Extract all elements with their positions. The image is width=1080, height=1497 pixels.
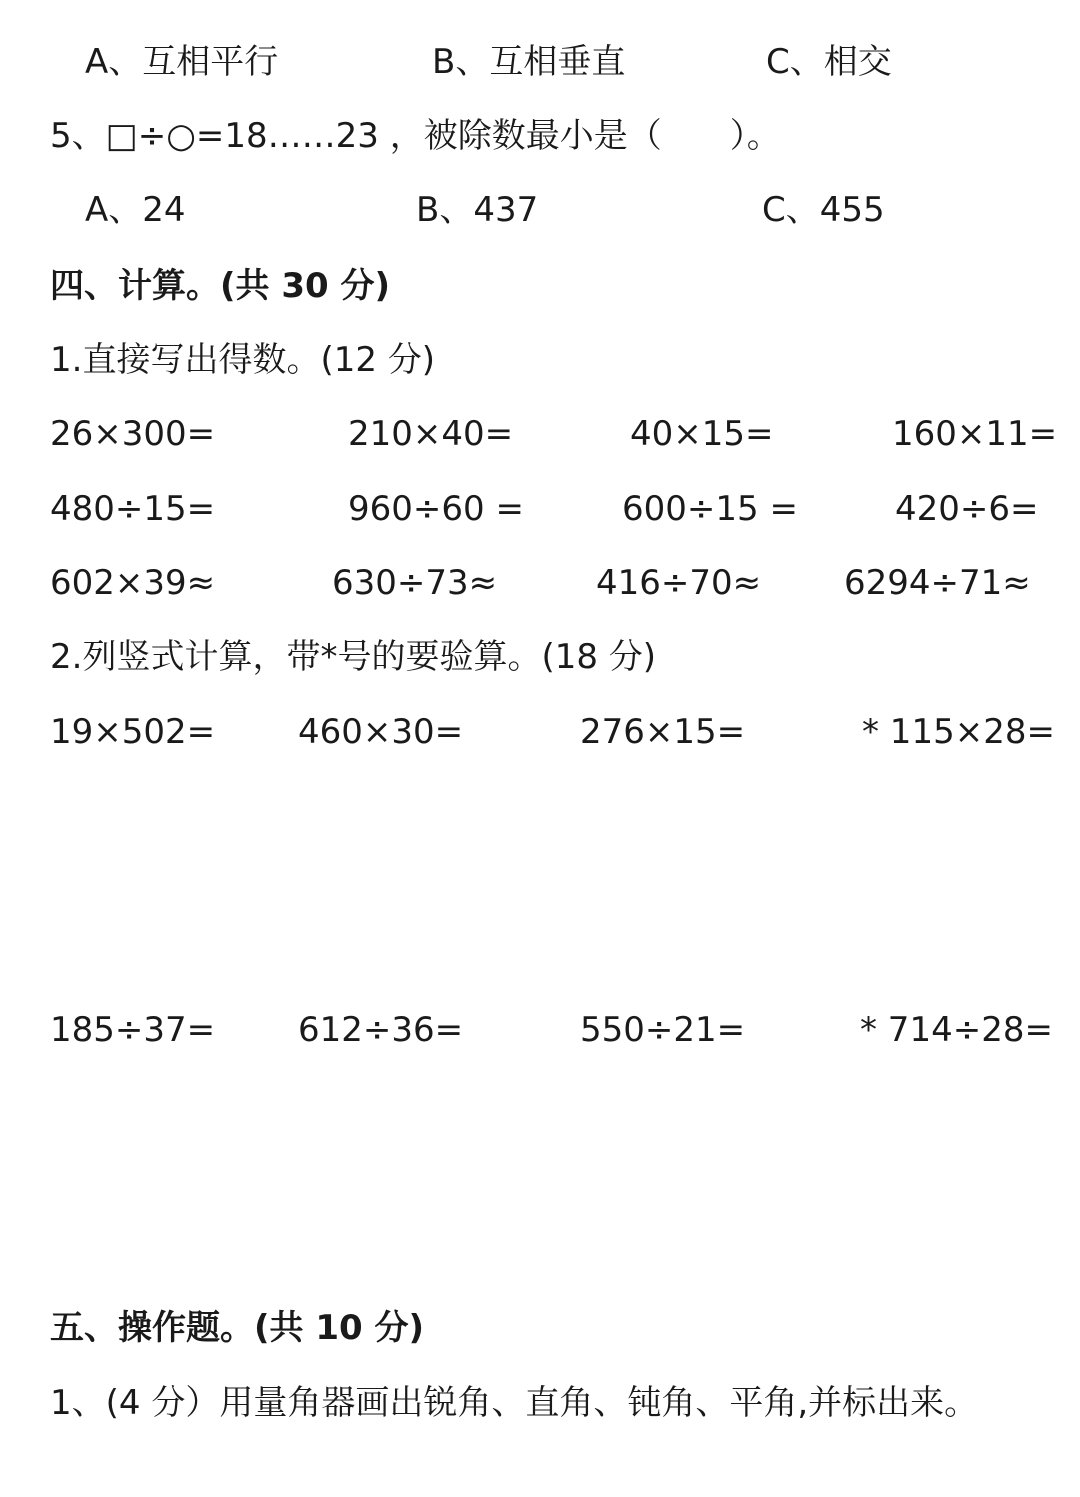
calc-item: 480÷15= xyxy=(50,489,216,529)
vertical-calc-item: * 714÷28= xyxy=(860,1010,1053,1050)
vertical-calc-item: 185÷37= xyxy=(50,1010,216,1050)
calc-item: 600÷15 = xyxy=(622,489,798,529)
q4-option-a: A、互相平行 xyxy=(85,42,279,82)
calc-item: 416÷70≈ xyxy=(596,563,762,603)
vertical-calc-item: 19×502= xyxy=(50,712,216,752)
q5-option-c: C、455 xyxy=(762,190,885,230)
q4-option-c: C、相交 xyxy=(766,42,892,82)
calc-item: 602×39≈ xyxy=(50,563,216,603)
section4-part1-title: 1.直接写出得数。(12 分) xyxy=(50,340,436,380)
calc-item: 420÷6= xyxy=(895,489,1039,529)
calc-item: 630÷73≈ xyxy=(332,563,498,603)
section5-q1: 1、(4 分）用量角器画出锐角、直角、钝角、平角,并标出来。 xyxy=(50,1383,979,1423)
calc-item: 26×300= xyxy=(50,414,216,454)
section4-part2-title: 2.列竖式计算，带*号的要验算。(18 分) xyxy=(50,637,657,677)
calc-item: 6294÷71≈ xyxy=(844,563,1031,603)
q4-option-b: B、互相垂直 xyxy=(432,42,626,82)
calc-item: 40×15= xyxy=(630,414,774,454)
calc-item: 210×40= xyxy=(348,414,514,454)
vertical-calc-item: 612÷36= xyxy=(298,1010,464,1050)
section4-title: 四、计算。(共 30 分) xyxy=(50,266,391,306)
q5-question: 5、□÷○=18……23 ，被除数最小是（ ）。 xyxy=(50,116,781,156)
calc-item: 160×11= xyxy=(892,414,1058,454)
calc-item: 960÷60 = xyxy=(348,489,524,529)
vertical-calc-item: 550÷21= xyxy=(580,1010,746,1050)
vertical-calc-item: 460×30= xyxy=(298,712,464,752)
vertical-calc-item: * 115×28= xyxy=(862,712,1055,752)
vertical-calc-item: 276×15= xyxy=(580,712,746,752)
q5-option-b: B、437 xyxy=(416,190,539,230)
section5-title: 五、操作题。(共 10 分) xyxy=(50,1308,425,1348)
q5-option-a: A、24 xyxy=(85,190,186,230)
